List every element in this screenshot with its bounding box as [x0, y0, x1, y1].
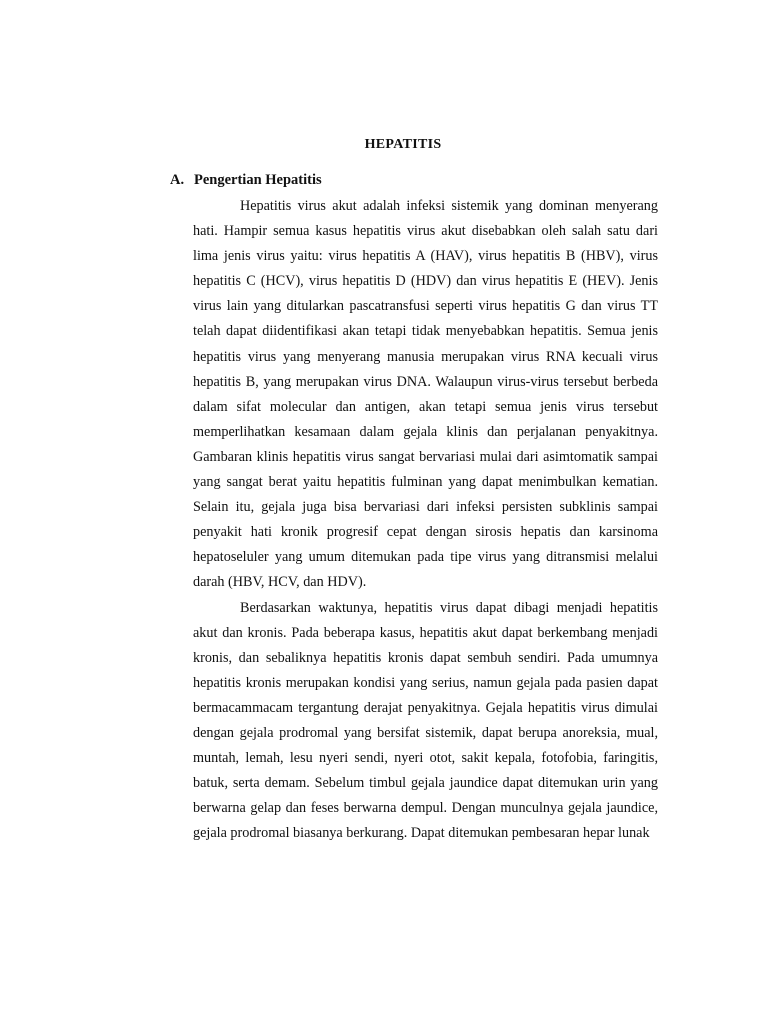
document-title: HEPATITIS: [364, 137, 442, 152]
document-body: [193, 194, 658, 846]
paragraph-2: Berdasarkan waktunya, hepatitis virus dapat dibagi menjadi hepatitis akut dan kronis. Pada beberapa kasus, hepatitis akut dapat berkembang menjadi kronis, dan sebaliknya hepatitis kronis dapat sembuh sendiri. Pada umumnya hepatitis kronis merupakan kondisi yang serius, namun gejala pada pasien dapat bermacammacam tergantung derajat penyakitnya. Gejala hepatitis virus dimulai dengan gejala prodromal yang bersifat sistemik, dapat berupa anoreksia, mual, muntah, lemah, lesu nyeri sendi, nyeri otot, sakit kepala, fotofobia, faringitis, batuk, serta demam. Sebelum timbul gejala jaundice dapat ditemukan urin yang berwarna gelap dan feses berwarna dempul. Dengan munculnya gejala jaundice, gejala prodromal biasanya berkurang. Dapat ditemukan pembesaran hepar lunak: [193, 599, 658, 842]
section-heading-text: Pengertian Hepatitis: [194, 172, 322, 188]
paragraph-1: Hepatitis virus akut adalah infeksi sistemik yang dominan menyerang hati. Hampir semua kasus hepatitis virus akut disebabkan oleh salah satu dari lima jenis virus yaitu: virus hepatitis A (HAV), virus hepatitis B (HBV), virus hepatitis C (HCV), virus hepatitis D (HDV) dan virus hepatitis E (HEV). Jenis virus lain yang ditularkan pascatransfusi seperti virus hepatitis G dan virus TT telah dapat diidentifikasi akan tetapi tidak menyebabkan hepatitis. Semua jenis hepatitis virus yang menyerang manusia merupakan virus RNA kecuali virus hepatitis B, yang merupakan virus DNA. Walaupun virus-virus tersebut berbeda dalam sifat molecular dan antigen, akan tetapi semua jenis virus tersebut memperlihatkan kesamaan dalam gejala klinis dan perjalanan penyakitnya. Gambaran klinis hepatitis virus sangat bervariasi mulai dari asimtomatik sampai yang sangat berat yaitu hepatitis fulminan yang dapat menimbulkan kematian. Selain itu, gejala juga bisa bervariasi dari infeksi persisten subklinis sampai penyakit hati kronik progresif cepat dengan sirosis hepatis dan karsinoma hepatoseluler yang umum ditemukan pada tipe virus yang ditransmisi melalui darah (HBV, HCV, dan HDV).: [193, 198, 658, 591]
section-heading: [170, 172, 322, 189]
section-marker: A.: [170, 172, 185, 188]
